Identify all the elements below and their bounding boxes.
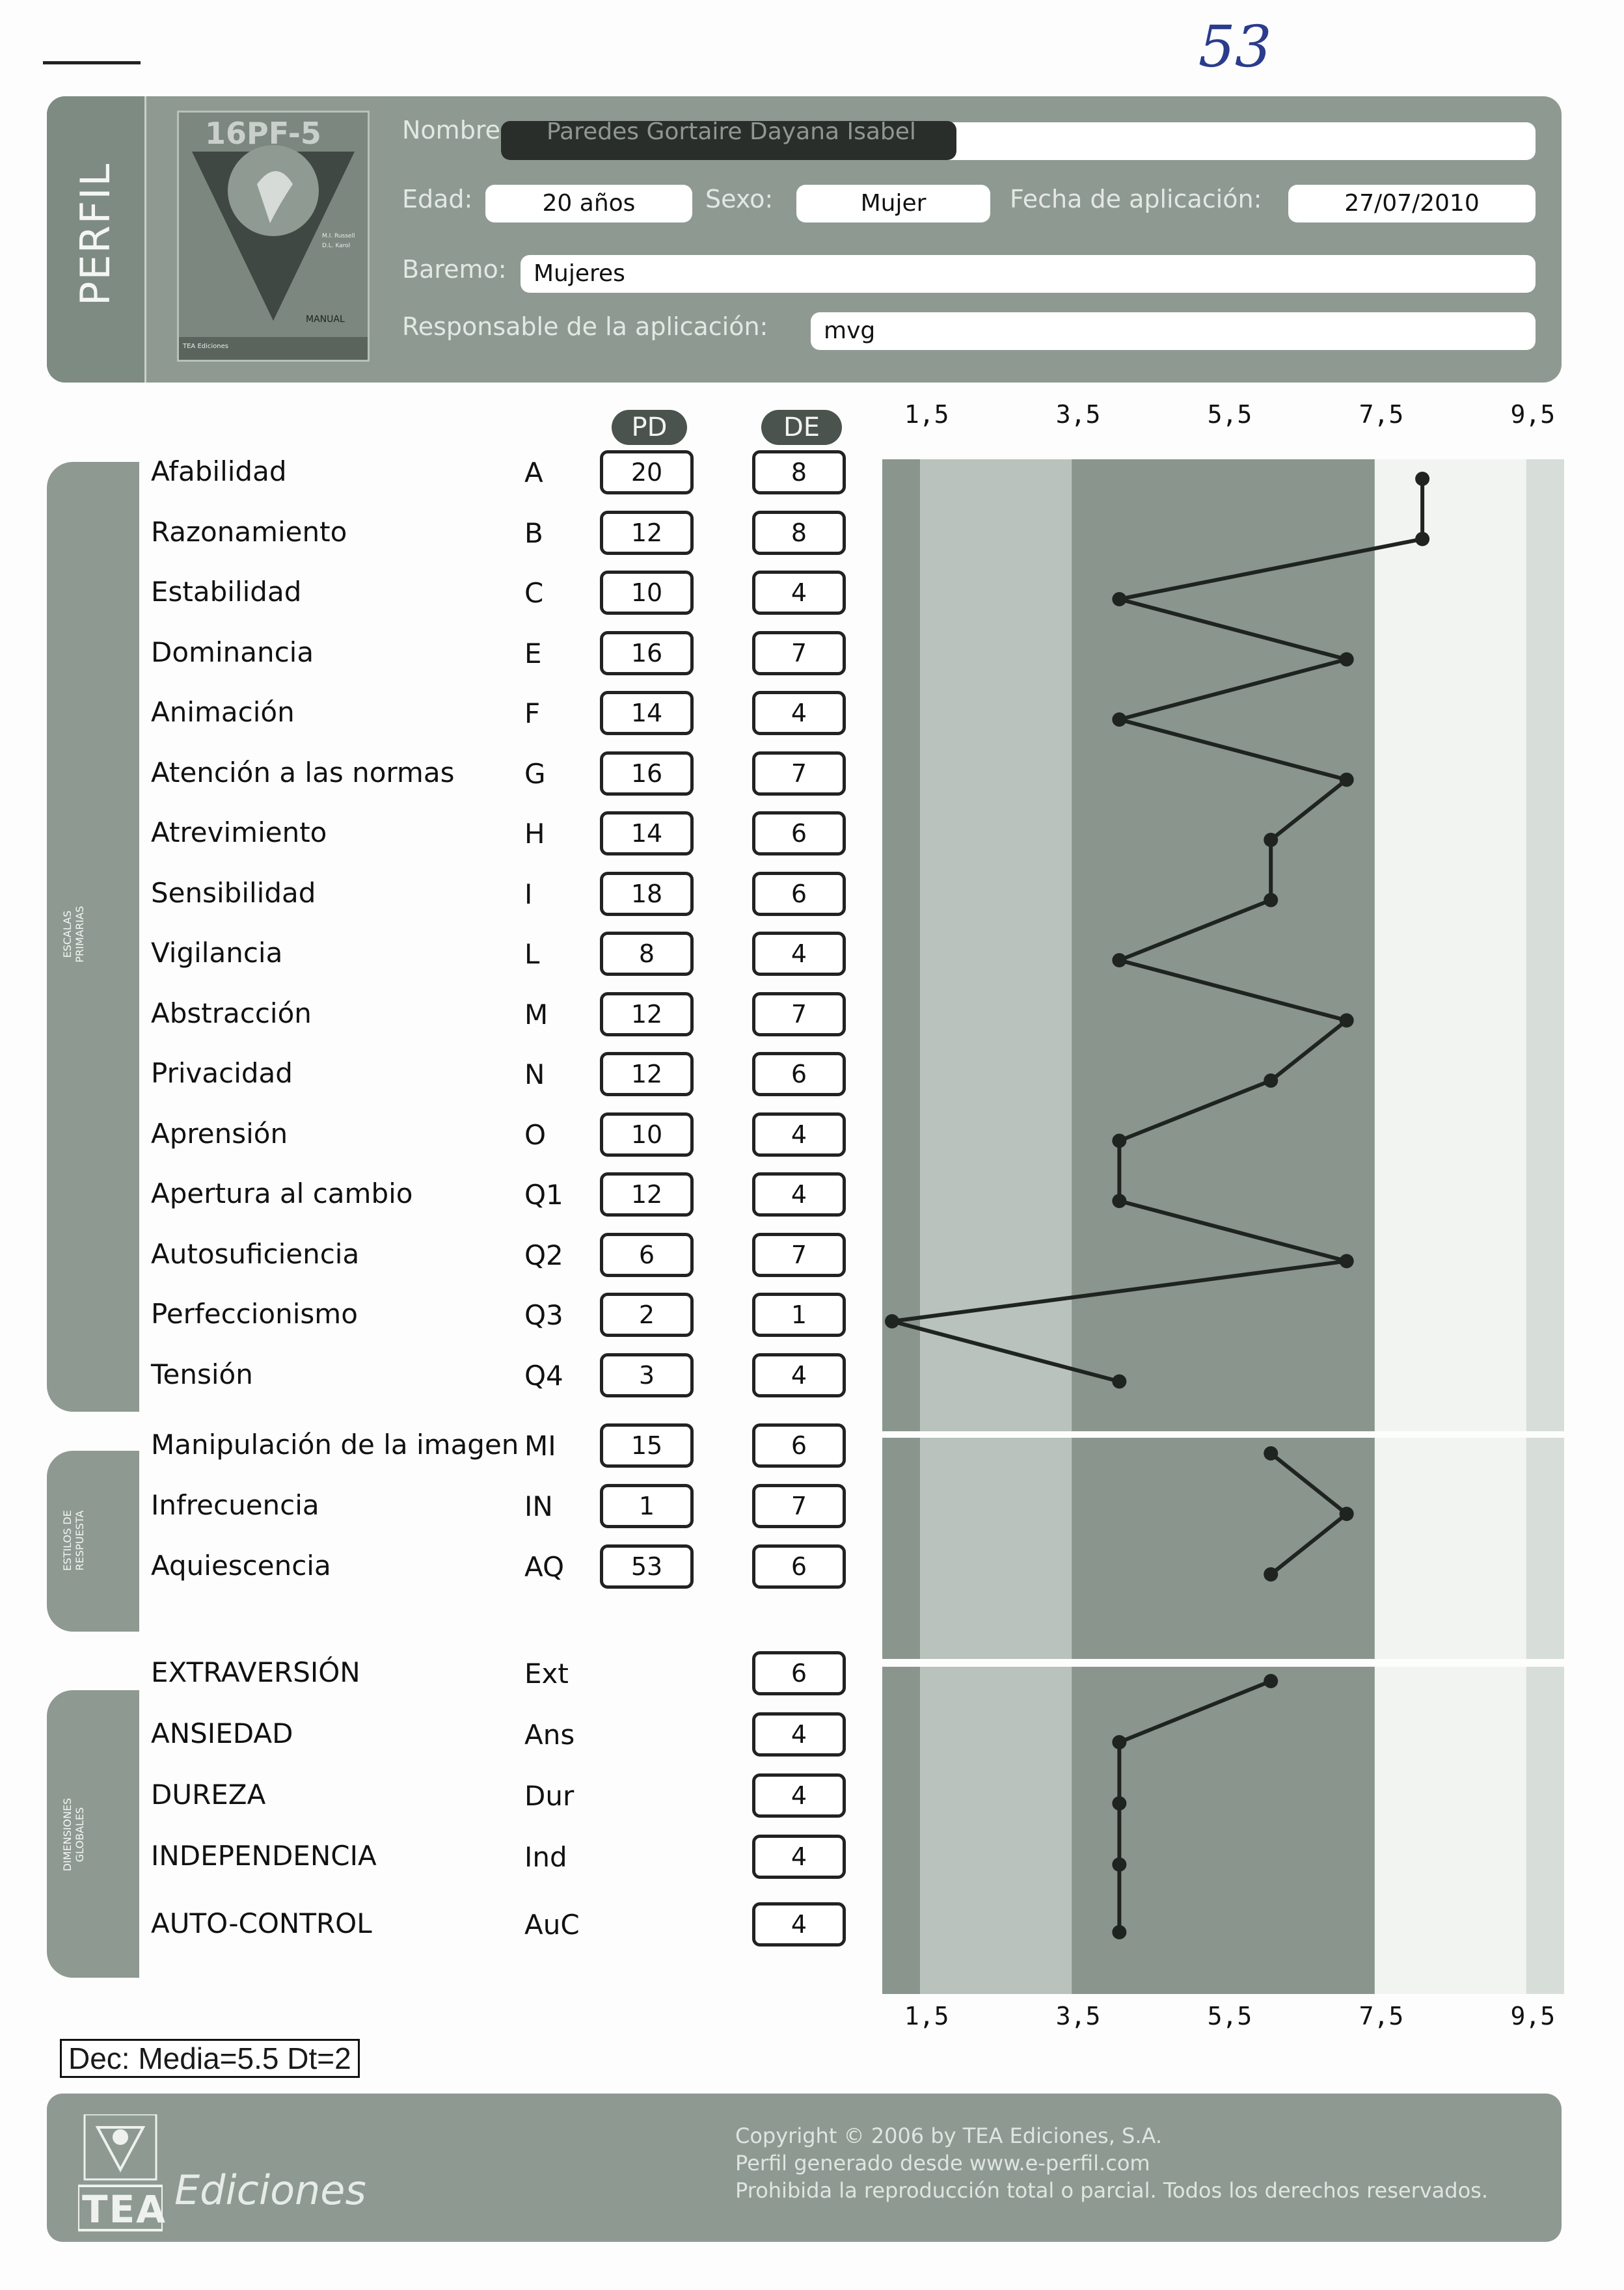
de-score-box[interactable]: 4 (752, 571, 846, 615)
profile-point (1415, 532, 1429, 546)
tea-logo (78, 2114, 167, 2231)
section-dimensiones-line2: GLOBALES (74, 1807, 86, 1863)
de-score-box[interactable]: 4 (752, 932, 846, 976)
responsable-label: Responsable de la aplicación: (402, 312, 768, 341)
scale-code: C (524, 577, 544, 609)
scale-name: Abstracción (151, 997, 312, 1029)
fecha-label: Fecha de aplicación: (1010, 185, 1262, 213)
de-score-box[interactable]: 4 (752, 1835, 846, 1879)
de-score-box[interactable]: 4 (752, 1712, 846, 1757)
profile-point (1340, 1254, 1354, 1269)
x-tick-top: 7,5 (1359, 400, 1404, 429)
scale-code: AuC (524, 1909, 580, 1941)
de-score-box[interactable]: 7 (752, 751, 846, 796)
de-score-box[interactable]: 6 (752, 1423, 846, 1468)
nombre-label: Nombre (402, 116, 500, 144)
scale-code: Q1 (524, 1179, 563, 1211)
scale-name: Sensibilidad (151, 876, 316, 909)
pd-score-box[interactable]: 12 (600, 1172, 694, 1217)
pd-score-box[interactable]: 16 (600, 631, 694, 675)
scale-name: Autosuficiencia (151, 1237, 360, 1270)
section-dimensiones-line1: DIMENSIONES (61, 1798, 74, 1872)
pd-score-box[interactable]: 3 (600, 1353, 694, 1397)
band-extreme-low (882, 1667, 920, 1994)
de-score-box[interactable]: 6 (752, 872, 846, 916)
profile-point (1112, 712, 1126, 727)
scale-name: Dominancia (151, 636, 314, 668)
band-low (920, 459, 1072, 1431)
band-high (1375, 1438, 1526, 1659)
profile-point (1340, 653, 1354, 667)
profile-point (1112, 592, 1126, 606)
scale-code: E (524, 637, 542, 669)
scale-code: Q4 (524, 1359, 563, 1392)
scale-name: Animación (151, 696, 295, 728)
fecha-field[interactable]: 27/07/2010 (1288, 185, 1536, 222)
scale-name: Estabilidad (151, 576, 302, 608)
profile-point (1264, 893, 1278, 908)
de-score-box[interactable]: 6 (752, 811, 846, 855)
cover-publisher: TEA Ediciones (183, 343, 228, 350)
band-high (1375, 459, 1526, 1431)
de-score-box[interactable]: 4 (752, 1172, 846, 1217)
scale-name: EXTRAVERSIÓN (151, 1656, 360, 1688)
profile-point (1112, 1375, 1126, 1389)
de-score-box[interactable]: 6 (752, 1651, 846, 1695)
scale-code: Ext (524, 1658, 569, 1690)
nombre-value: Paredes Gortaire Dayana Isabel (547, 118, 916, 145)
scale-name: Perfeccionismo (151, 1298, 358, 1330)
scale-code: F (524, 697, 541, 729)
pd-score-box[interactable]: 6 (600, 1233, 694, 1277)
scale-code: L (524, 938, 540, 970)
band-extreme-low (882, 1438, 920, 1659)
ediciones-label: Ediciones (174, 2166, 366, 2214)
x-tick-top: 9,5 (1510, 400, 1556, 429)
scale-code: IN (524, 1490, 553, 1522)
profile-point (1112, 1194, 1126, 1208)
profile-point (1264, 833, 1278, 847)
band-middle (1072, 1667, 1375, 1994)
x-tick-bottom: 7,5 (1359, 2002, 1404, 2030)
profile-point (1112, 1925, 1126, 1939)
section-estilos-line1: ESTILOS DE (61, 1510, 74, 1571)
pd-score-box[interactable]: 14 (600, 691, 694, 735)
de-score-box[interactable]: 4 (752, 1112, 846, 1157)
pd-score-box[interactable]: 15 (600, 1423, 694, 1468)
x-tick-top: 3,5 (1055, 400, 1101, 429)
cover-title: 16PF-5 (205, 116, 321, 151)
pd-score-box[interactable]: 2 (600, 1293, 694, 1337)
scale-code: I (524, 878, 533, 910)
x-tick-bottom: 5,5 (1207, 2002, 1252, 2030)
x-tick-bottom: 9,5 (1510, 2002, 1556, 2030)
profile-point (1264, 1446, 1278, 1461)
profile-point (1415, 472, 1429, 486)
scale-code: H (524, 818, 545, 850)
scale-code: M (524, 998, 548, 1030)
pd-score-box[interactable]: 18 (600, 872, 694, 916)
edad-field[interactable]: 20 años (485, 185, 692, 222)
scale-name: Privacidad (151, 1057, 293, 1089)
generated-text: Perfil generado desde www.e-perfil.com (735, 2151, 1150, 2176)
profile-point (1340, 1014, 1354, 1028)
x-tick-top: 1,5 (904, 400, 949, 429)
cover-author-2: D.L. Karol (322, 243, 351, 249)
profile-point (1264, 1567, 1278, 1582)
band-low (920, 1438, 1072, 1659)
scale-name: DUREZA (151, 1779, 266, 1811)
scale-name: INDEPENDENCIA (151, 1840, 377, 1872)
scale-name: ANSIEDAD (151, 1717, 293, 1749)
copyright-text: Copyright © 2006 by TEA Ediciones, S.A. (735, 2123, 1163, 2148)
scale-name: Vigilancia (151, 937, 283, 969)
de-score-box[interactable]: 1 (752, 1293, 846, 1337)
pd-score-box[interactable]: 12 (600, 1052, 694, 1096)
x-tick-bottom: 1,5 (904, 2002, 949, 2030)
profile-point (1340, 1507, 1354, 1521)
scale-name: AUTO-CONTROL (151, 1907, 372, 1939)
pd-score-box[interactable]: 1 (600, 1484, 694, 1528)
pd-score-box[interactable]: 12 (600, 511, 694, 555)
scale-code: MI (524, 1430, 556, 1462)
scale-name: Tensión (151, 1358, 253, 1390)
profile-point (885, 1314, 899, 1328)
profile-point (1264, 1073, 1278, 1088)
responsable-field[interactable]: mvg (811, 312, 1536, 350)
scale-code: Ans (524, 1719, 575, 1751)
scale-code: A (524, 457, 543, 489)
scale-code: O (524, 1118, 547, 1151)
de-score-box[interactable]: 7 (752, 631, 846, 675)
scale-code: Q2 (524, 1239, 563, 1271)
profile-point (1112, 1134, 1126, 1148)
scale-name: Apertura al cambio (151, 1178, 413, 1209)
pd-score-box[interactable]: 16 (600, 751, 694, 796)
section-primarias-line1: ESCALAS (61, 910, 74, 958)
profile-point (1112, 953, 1126, 967)
de-score-box[interactable]: 4 (752, 1353, 846, 1397)
pd-score-box[interactable]: 20 (600, 450, 694, 494)
profile-point (1340, 773, 1354, 787)
de-score-box[interactable]: 8 (752, 450, 846, 494)
cover-author-1: M.I. Russell (322, 233, 355, 239)
band-low (920, 1667, 1072, 1994)
scale-code: Q3 (524, 1299, 563, 1331)
de-score-box[interactable]: 4 (752, 1902, 846, 1946)
de-score-box[interactable]: 7 (752, 992, 846, 1036)
scale-code: Dur (524, 1780, 575, 1812)
x-tick-bottom: 3,5 (1055, 2002, 1101, 2030)
pd-score-box[interactable]: 10 (600, 571, 694, 615)
scale-name: Razonamiento (151, 515, 347, 548)
band-middle (1072, 1438, 1375, 1659)
pd-score-box[interactable]: 53 (600, 1544, 694, 1589)
scale-code: N (524, 1058, 545, 1090)
scale-code: AQ (524, 1551, 565, 1583)
scale-name: Aquiescencia (151, 1550, 331, 1582)
de-score-box[interactable]: 8 (752, 511, 846, 555)
baremo-field[interactable]: Mujeres (521, 255, 1536, 293)
scale-name: Atrevimiento (151, 816, 327, 848)
tea-brand: TEA (82, 2187, 167, 2231)
de-score-box[interactable]: 7 (752, 1233, 846, 1277)
scale-code: Ind (524, 1841, 567, 1873)
band-extreme-low (882, 459, 920, 1431)
sexo-field[interactable]: Mujer (796, 185, 990, 222)
section-primarias-line2: PRIMARIAS (74, 906, 86, 963)
pd-score-box[interactable]: 8 (600, 932, 694, 976)
handwritten-number: 53 (1191, 13, 1279, 80)
rights-text: Prohibida la reproducción total o parcial. Todos los derechos reservados. (735, 2178, 1488, 2203)
scale-code: G (524, 757, 546, 790)
band-high (1375, 1667, 1526, 1994)
pd-score-box[interactable]: 10 (600, 1112, 694, 1157)
pd-column-header: PD (612, 410, 687, 445)
perfil-title: PERFIL (72, 162, 119, 306)
scale-code: B (524, 517, 543, 549)
sexo-label: Sexo: (705, 185, 774, 213)
profile-point (1264, 1674, 1278, 1688)
scale-name: Afabilidad (151, 455, 287, 487)
scale-name: Atención a las normas (151, 756, 455, 788)
edad-label: Edad: (402, 185, 473, 213)
x-tick-top: 5,5 (1207, 400, 1252, 429)
cover-manual: MANUAL (306, 314, 345, 325)
de-score-box[interactable]: 6 (752, 1544, 846, 1589)
pd-score-box[interactable]: 14 (600, 811, 694, 855)
profile-point (1112, 1857, 1126, 1872)
de-score-box[interactable]: 4 (752, 691, 846, 735)
scale-name: Manipulación de la imagen (151, 1429, 519, 1461)
scale-name: Aprensión (151, 1117, 288, 1150)
baremo-label: Baremo: (402, 255, 507, 284)
de-score-box[interactable]: 4 (752, 1773, 846, 1818)
de-score-box[interactable]: 7 (752, 1484, 846, 1528)
band-extreme-high (1526, 1438, 1564, 1659)
de-column-header: DE (761, 410, 842, 445)
profile-point (1112, 1735, 1126, 1749)
band-extreme-high (1526, 459, 1564, 1431)
scale-name: Infrecuencia (151, 1489, 319, 1521)
profile-point (1112, 1796, 1126, 1811)
section-estilos-line2: RESPUESTA (74, 1510, 86, 1571)
decile-note: Dec: Media=5.5 Dt=2 (60, 2039, 360, 2078)
de-score-box[interactable]: 6 (752, 1052, 846, 1096)
pd-score-box[interactable]: 12 (600, 992, 694, 1036)
band-extreme-high (1526, 1667, 1564, 1994)
